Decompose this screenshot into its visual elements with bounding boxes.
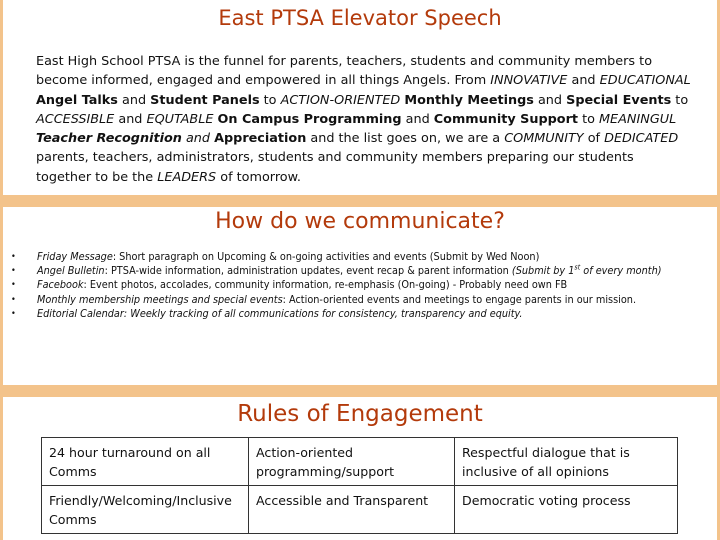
communication-item — [3, 307, 703, 321]
communication-title: How do we communicate? — [215, 209, 505, 234]
rules-cell: Action-oriented programming/support — [249, 438, 455, 486]
communication-item-text: st — [574, 263, 581, 272]
rules-table — [41, 437, 678, 534]
paragraph-run: and — [533, 92, 567, 108]
rules-cell: Democratic voting process — [455, 486, 678, 534]
communication-item-text: : Short paragraph on Upcoming & on-going activities and events (Submit by Wed Noon) — [112, 250, 540, 263]
paragraph-run: COMMUNITY — [504, 131, 584, 147]
elevator-speech-title: East PTSA Elevator Speech — [218, 6, 502, 30]
rules-panel — [3, 397, 717, 540]
paragraph-run: to — [578, 111, 600, 127]
rules-row — [42, 486, 678, 534]
rules-cell: Friendly/Welcoming/Inclusive Comms — [42, 486, 249, 534]
communication-item — [3, 293, 703, 307]
communication-item — [3, 264, 703, 278]
paragraph-run: Special Events — [566, 92, 672, 108]
bullet-icon: • — [11, 266, 16, 277]
rules-cell: 24 hour turnaround on all Comms — [42, 438, 249, 486]
paragraph-run: ACCESSIBLE — [36, 111, 115, 127]
paragraph-run: Appreciation — [214, 131, 307, 147]
paragraph-run: of — [583, 131, 605, 147]
paragraph-run: DEDICATED — [604, 131, 679, 147]
communication-item-text: : PTSA-wide information, administration updates, event recap & parent information — [104, 264, 512, 278]
rules-cell: Respectful dialogue that is inclusive of all opinions — [455, 438, 678, 486]
communication-panel — [3, 207, 717, 385]
communication-item-text: : Event photos, accolades, community information, re-emphasis (On-going) - Probably need own FB — [83, 278, 568, 292]
paragraph-run: and — [117, 92, 151, 108]
paragraph-run: and — [114, 111, 147, 127]
communication-item-text: Facebook — [37, 278, 84, 292]
paragraph-run: On Campus Programming — [217, 111, 402, 127]
bullet-icon: • — [11, 294, 16, 305]
communication-item — [3, 250, 703, 264]
paragraph-run: Community Support — [433, 111, 579, 127]
paragraph-run: Student Panels — [150, 92, 260, 108]
communication-item-text: Weekly tracking of all communications for consistency, transparency and equity. — [130, 306, 523, 320]
paragraph-run: MEANINGUL — [599, 111, 677, 127]
paragraph-run: and — [181, 131, 215, 147]
communication-item-text: (Submit by 1 — [511, 264, 575, 278]
paragraph-run: and — [567, 73, 600, 89]
paragraph-run: Monthly Meetings — [404, 92, 534, 108]
elevator-speech-paragraph — [36, 52, 691, 187]
communication-item-text: Monthly membership meetings and special events — [37, 292, 283, 306]
paragraph-run: Angel Talks — [36, 92, 118, 108]
rules-row — [42, 438, 678, 486]
paragraph-run: parents, teachers, administrators, students and community members preparing our students together to be the — [36, 150, 634, 185]
paragraph-run: to — [671, 92, 689, 108]
paragraph-run: to — [259, 92, 281, 108]
rules-title: Rules of Engagement — [237, 401, 483, 427]
paragraph-run: EQUTABLE — [146, 111, 214, 127]
communication-item-text: Editorial Calendar: — [37, 306, 128, 320]
paragraph-run: Teacher Recognition — [36, 131, 182, 147]
communication-item — [3, 278, 703, 292]
communication-item-text: Angel Bulletin — [37, 264, 105, 278]
communication-item-text: : Action-oriented events and meetings to engage parents in our mission. — [282, 292, 637, 306]
communication-item-text: Friday Message — [37, 250, 113, 263]
bullet-icon: • — [11, 252, 16, 262]
communication-item-text: of every month) — [580, 264, 662, 278]
paragraph-run: East High School PTSA is the funnel for parents, teachers, students and community members to become informed, engaged and empowered in all things Angels. From — [36, 54, 653, 89]
bullet-icon: • — [11, 308, 16, 319]
paragraph-run: ACTION-ORIENTED — [280, 92, 401, 108]
communication-list — [3, 250, 703, 321]
paragraph-run: INNOVATIVE — [490, 73, 568, 89]
paragraph-run: EDUCATIONAL — [599, 73, 691, 89]
paragraph-run: and — [401, 111, 434, 127]
paragraph-run: of tomorrow. — [216, 169, 301, 185]
paragraph-run: and the list goes on, we are a — [306, 131, 505, 147]
paragraph-run: LEADERS — [157, 169, 217, 185]
rules-cell: Accessible and Transparent — [249, 486, 455, 534]
bullet-icon: • — [11, 280, 16, 291]
elevator-speech-panel — [3, 0, 717, 195]
